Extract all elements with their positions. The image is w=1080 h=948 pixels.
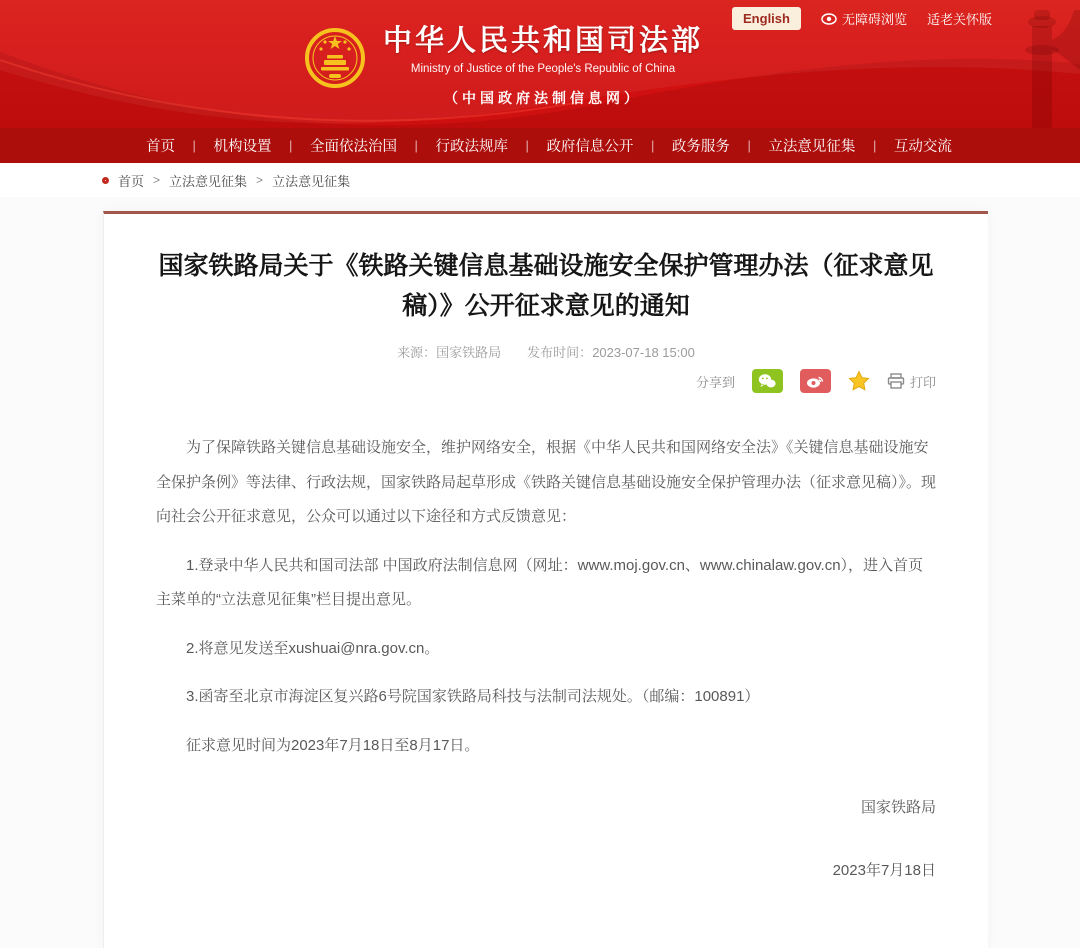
- national-emblem-icon: [303, 26, 367, 90]
- breadcrumb-separator: >: [256, 173, 264, 187]
- english-button[interactable]: English: [732, 7, 801, 30]
- nav-item-regulations-db[interactable]: 行政法规库: [435, 139, 508, 155]
- main-nav: [0, 128, 1080, 163]
- share-wechat-button[interactable]: [752, 369, 783, 393]
- article-card: [103, 211, 988, 948]
- accessibility-link[interactable]: [821, 9, 907, 28]
- nav-item-home[interactable]: 首页: [146, 139, 175, 155]
- breadcrumb-current[interactable]: 立法意见征集: [272, 173, 351, 189]
- nav-separator: |: [192, 138, 196, 153]
- topbar: [732, 7, 992, 30]
- publish-time-value: 2023-07-18 15:00: [592, 345, 695, 360]
- breadcrumb-legislation-comments[interactable]: 立法意见征集: [169, 173, 248, 189]
- print-label: 打印: [909, 374, 936, 390]
- favorite-star-button[interactable]: [848, 370, 870, 392]
- huabiao-column-decoration: [990, 0, 1080, 128]
- star-icon: [848, 370, 870, 392]
- nav-item-gov-services[interactable]: 政务服务: [671, 139, 730, 155]
- accessibility-label: 无障碍浏览: [841, 12, 907, 27]
- source-value: 国家铁路局: [436, 345, 502, 360]
- nav-item-rule-of-law[interactable]: 全面依法治国: [309, 139, 397, 155]
- nav-item-organization[interactable]: 机构设置: [213, 139, 272, 155]
- printer-icon: [887, 373, 905, 389]
- nav-separator: |: [747, 138, 751, 153]
- share-row: [156, 369, 936, 393]
- site-subtitle-cn: （中国政府法制信息网）: [444, 89, 642, 106]
- article-title: 国家铁路局关于《铁路关键信息基础设施安全保护管理办法（征求意见稿）》公开征求意见的通知: [158, 252, 934, 320]
- site-title: 中华人民共和国司法部: [383, 25, 704, 57]
- breadcrumb-dot-icon: [102, 177, 109, 184]
- nav-separator: |: [650, 138, 655, 153]
- masthead-logo[interactable]: [303, 26, 703, 108]
- eye-icon: [821, 13, 837, 25]
- nav-separator: |: [525, 138, 529, 153]
- paragraph-intro: 为了保障铁路关键信息基础设施安全，维护网络安全，根据《中华人民共和国网络安全法》《关键信息基础设施安全保护条例》等法律、行政法规，国家铁路局起草形成《铁路关键信息基础设施安全保护管理办法（征求意见稿）》。现向社会公开征求意见，公众可以通过以下途径和方式反馈意见：: [156, 439, 937, 525]
- publish-time-label: 发布时间：: [527, 345, 593, 360]
- wechat-icon: [757, 373, 777, 389]
- paragraph-deadline: 征求意见时间为2023年7月18日至8月17日。: [186, 736, 480, 754]
- site-subtitle-en: Ministry of Justice of the People's Republic of China: [410, 62, 676, 75]
- article-meta: [156, 342, 936, 361]
- signature: 国家铁路局: [860, 799, 936, 816]
- nav-separator: |: [872, 138, 877, 153]
- nav-item-gov-info[interactable]: 政府信息公开: [546, 139, 634, 155]
- signature-date: 2023年7月18日: [832, 861, 936, 879]
- source-label: 来源：: [397, 345, 437, 360]
- article-body: [156, 431, 936, 888]
- nav-item-legislation-comments[interactable]: 立法意见征集: [768, 139, 856, 155]
- breadcrumb-separator: >: [153, 173, 161, 187]
- print-button[interactable]: [887, 372, 936, 391]
- breadcrumb: [0, 163, 1080, 197]
- nav-separator: |: [414, 138, 418, 153]
- nav-separator: |: [289, 138, 293, 153]
- masthead-text: [383, 26, 703, 108]
- elderly-version-link[interactable]: [927, 9, 992, 28]
- site-header: [0, 0, 1080, 128]
- elderly-version-label: 适老关怀版: [926, 12, 992, 27]
- share-label: 分享到: [695, 374, 735, 390]
- weibo-icon: [805, 373, 825, 389]
- paragraph-channel-2: 2.将意见发送至xushuai@nra.gov.cn。: [186, 639, 440, 657]
- paragraph-channel-3: 3.函寄至北京市海淀区复兴路6号院国家铁路局科技与法制司法规处。（邮编：100891）: [186, 688, 760, 705]
- share-weibo-button[interactable]: [800, 369, 831, 393]
- nav-item-interaction[interactable]: 互动交流: [893, 139, 952, 155]
- paragraph-channel-1: 1.登录中华人民共和国司法部 中国政府法制信息网（网址：www.moj.gov.cn、www.chinalaw.gov.cn），进入首页主菜单的“立法意见征集”栏目提出意见。: [156, 556, 924, 608]
- breadcrumb-home[interactable]: 首页: [118, 173, 145, 189]
